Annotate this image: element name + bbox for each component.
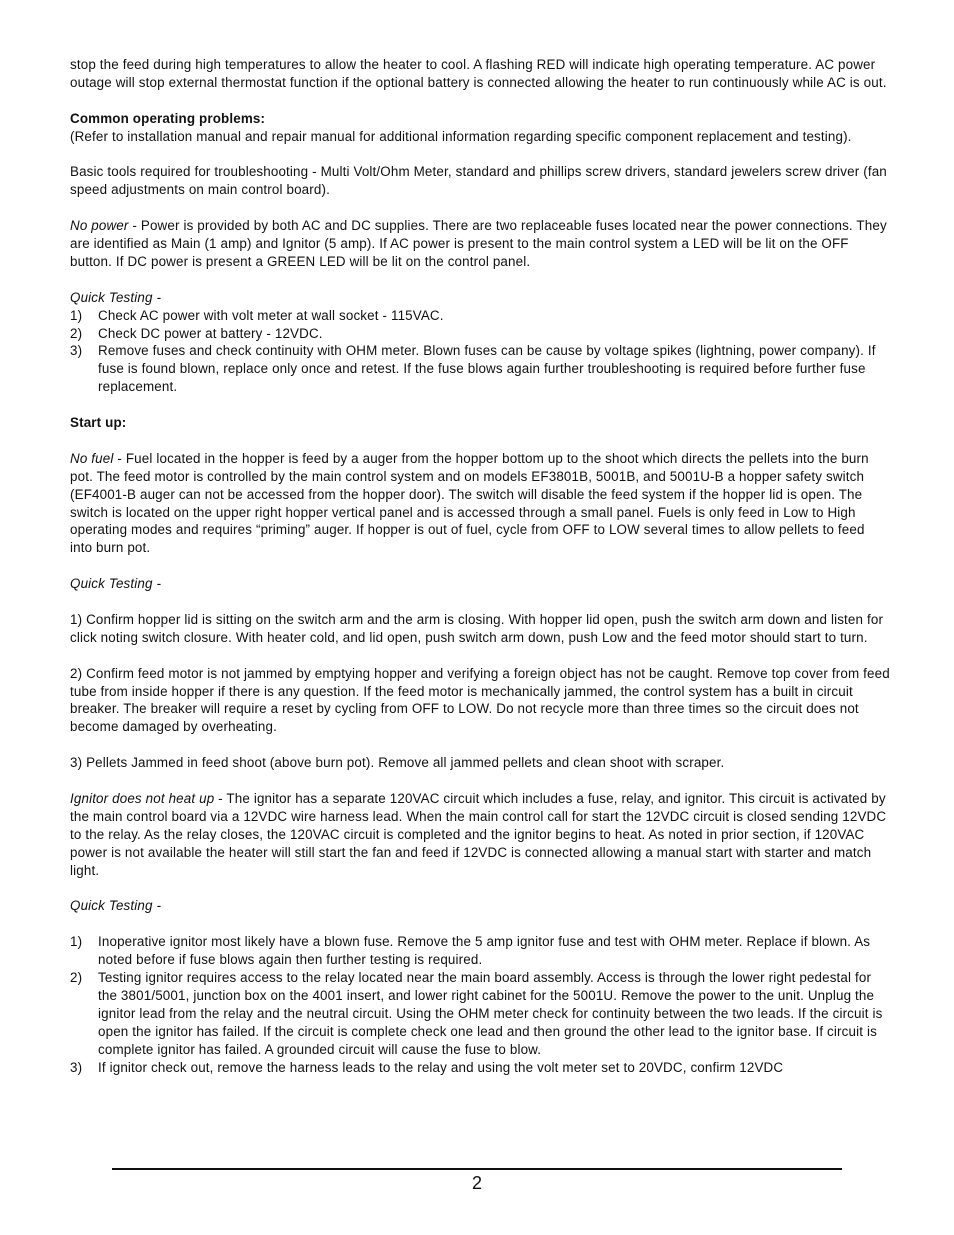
list-text: Remove fuses and check continuity with OHM meter. Blown fuses can be cause by voltage spikes (lightning, power company). If fuse is found blown, replace only once and retest. If the fuse blows again further troubleshooting is required before further fuse replacement. xyxy=(98,343,876,395)
ignitor-label: Ignitor does not heat up xyxy=(70,790,215,806)
no-fuel-text: - Fuel located in the hopper is feed by a auger from the hopper bottom up to the shoot which directs the pellets into the burn pot. The feed motor is controlled by the main control system and on models EF3801B, 5001B, and 5001U-B a hopper safety switch (EF4001-B auger can not be accessed from the hopper door). The switch will disable the feed system if the hopper lid is open. The switch is located on the upper right hopper vertical panel and is accessed through a small panel. Fuels is only feed in Low to High operating modes and requires “priming” auger. If hopper is out of fuel, cycle from OFF to LOW several times to allow pellets to feed into burn pot. xyxy=(70,450,869,556)
no-fuel-paragraph xyxy=(70,450,890,557)
list-number: 1) xyxy=(70,934,83,950)
document-body xyxy=(70,56,890,1076)
quick-testing-label: Quick Testing - xyxy=(70,576,162,592)
list-item xyxy=(70,969,890,1059)
common-problems-text: (Refer to installation manual and repair manual for additional information regarding specific component replacement and testing). xyxy=(70,128,852,144)
fuel-step-1: 1) Confirm hopper lid is sitting on the switch arm and the arm is closing. With hopper lid open, push the switch arm down and listen for click noting switch closure. With heater cold, and lid open, push switch arm down, push Low and the feed motor should start to turn. xyxy=(70,611,884,645)
list-number: 2) xyxy=(70,970,83,986)
footer-rule xyxy=(112,1168,842,1170)
quick-testing-label: Quick Testing - xyxy=(70,289,162,305)
ignitor-test-list xyxy=(70,933,890,1076)
tools-paragraph: Basic tools required for troubleshooting - Multi Volt/Ohm Meter, standard and phillips screw drivers, standard jewelers screw driver (fan speed adjustments on main control board). xyxy=(70,164,887,198)
quick-testing-label: Quick Testing - xyxy=(70,898,162,914)
ignitor-paragraph xyxy=(70,790,890,880)
list-item xyxy=(70,933,890,969)
ignitor-text: - The ignitor has a separate 120VAC circuit which includes a fuse, relay, and ignitor. This circuit is activated by the main control board via a 12VDC wire harness lead. When the main control call for start the 12VDC circuit is closed sending 12VDC to the relay. As the relay closes, the 120VAC circuit is completed and the ignitor begins to heat. As noted in prior section, if 120VAC power is not available the heater will still start the fan and feed if 12VDC is connected allowing a manual start with starter and match light. xyxy=(70,790,887,878)
fuel-step-3: 3) Pellets Jammed in feed shoot (above burn pot). Remove all jammed pellets and clean shoot with scraper. xyxy=(70,755,725,771)
list-number: 1) xyxy=(70,307,83,323)
common-problems-heading: Common operating problems: xyxy=(70,110,266,126)
page-number: 2 xyxy=(471,1173,482,1193)
list-item xyxy=(70,325,890,343)
no-power-label: No power xyxy=(70,218,129,234)
list-text: Check AC power with volt meter at wall socket - 115VAC. xyxy=(98,307,444,323)
list-number: 3) xyxy=(70,1059,83,1075)
list-number: 2) xyxy=(70,325,83,341)
list-text: Testing ignitor requires access to the relay located near the main board assembly. Access is through the lower right pedestal for the 3801/5001, junction box on the 4001 insert, and lower right cabinet for the 5001U. Remove the power to the unit. Unplug the ignitor lead from the relay and the neutral circuit. Using the OHM meter check for continuity between the two leads. If the circuit is open the ignitor has failed. If the circuit is complete check one lead and then ground the other lead to the ignitor base. If circuit is complete ignitor has failed. A grounded circuit will cause the fuse to blow. xyxy=(98,970,883,1057)
power-test-list xyxy=(70,307,890,397)
list-item xyxy=(70,307,890,325)
list-item xyxy=(70,342,890,396)
list-text: Inoperative ignitor most likely have a blown fuse. Remove the 5 amp ignitor fuse and test with OHM meter. Replace if blown. As noted before if fuse blows again then further testing is required. xyxy=(98,934,871,968)
no-power-paragraph xyxy=(70,217,890,271)
startup-heading: Start up: xyxy=(70,415,127,431)
fuel-step-2: 2) Confirm feed motor is not jammed by emptying hopper and verifying a foreign object has not be caught. Remove top cover from feed tube from inside hopper if there is any question. If the feed motor is mechanically jammed, the control system has a built in circuit breaker. The breaker will require a reset by cycling from OFF to LOW. Do not recycle more than three times so the circuit does not become damaged by overheating. xyxy=(70,665,890,735)
list-number: 3) xyxy=(70,343,83,359)
list-text: If ignitor check out, remove the harness leads to the relay and using the volt meter set to 20VDC, confirm 12VDC xyxy=(98,1059,784,1075)
no-power-text: - Power is provided by both AC and DC supplies. There are two replaceable fuses located near the power connections. They are identified as Main (1 amp) and Ignitor (5 amp). If AC power is present to the main control system a LED will be lit on the OFF button. If DC power is present a GREEN LED will be lit on the control panel. xyxy=(70,218,887,269)
intro-paragraph: stop the feed during high temperatures to allow the heater to cool. A flashing RED will indicate high operating temperature. AC power outage will stop external thermostat function if the optional battery is connected allowing the heater to run continuously while AC is out. xyxy=(70,57,887,90)
no-fuel-label: No fuel xyxy=(70,450,114,466)
list-item xyxy=(70,1059,890,1077)
list-text: Check DC power at battery - 12VDC. xyxy=(98,325,323,341)
